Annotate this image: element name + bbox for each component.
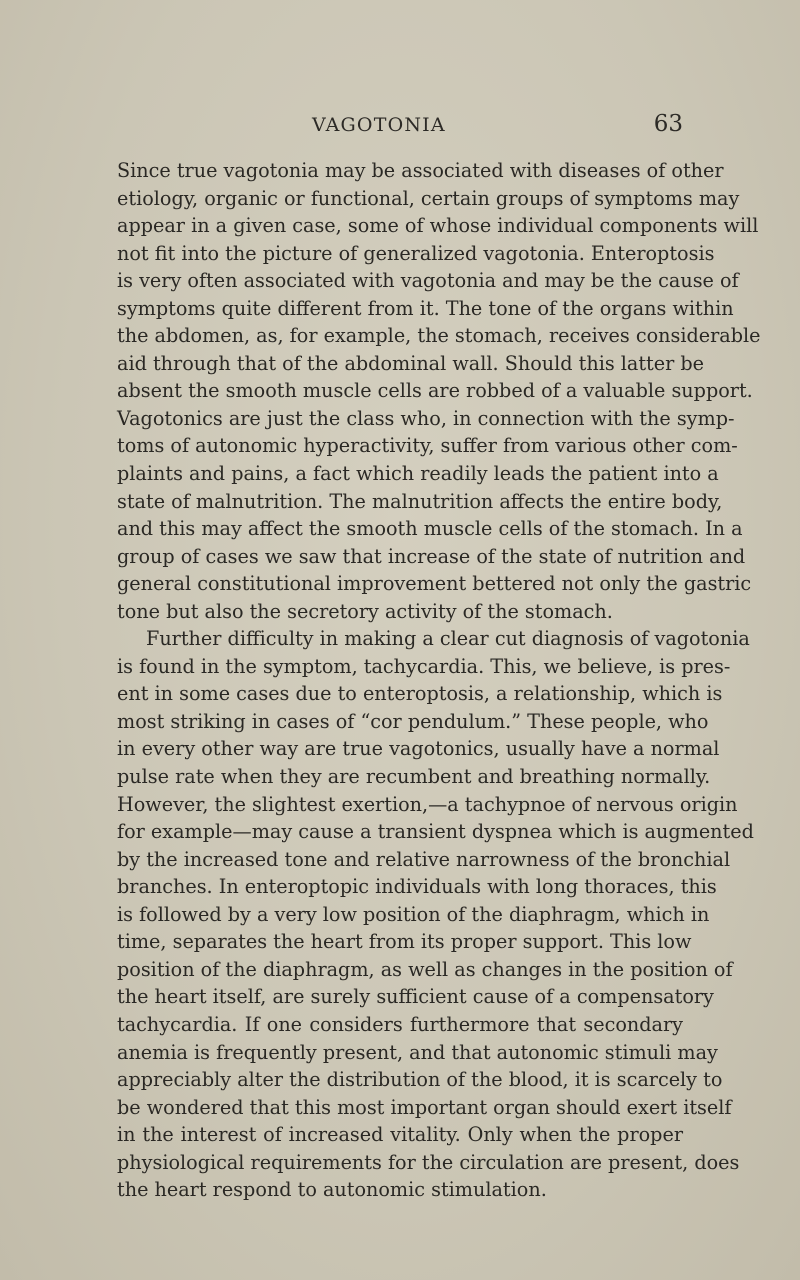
text-line: Further difficulty in making a clear cut diagnosis of vagotonia: [146, 627, 750, 651]
text-line: not fit into the picture of generalized vagotonia. Enteroptosis: [117, 241, 715, 265]
page-header: [117, 111, 683, 144]
running-title: VAGOTONIA: [312, 114, 446, 136]
text-line: tachycardia. If one considers furthermore that secondary: [117, 1012, 683, 1036]
body-text: [117, 157, 761, 1204]
paragraph-1: [117, 157, 761, 625]
text-line: branches. In enteroptopic individuals with long thoraces, this: [117, 875, 717, 899]
text-line: the heart respond to autonomic stimulation.: [117, 1178, 547, 1202]
text-line: is followed by a very low position of the diaphragm, which in: [117, 902, 710, 926]
text-line: Since true vagotonia may be associated with diseases of other: [117, 159, 724, 182]
text-line: in the interest of increased vitality. Only when the proper: [117, 1123, 683, 1147]
text-line: toms of autonomic hyperactivity, suffer from various other com-: [117, 434, 738, 458]
text-line: Vagotonics are just the class who, in connection with the symp-: [117, 406, 735, 430]
text-line: the abdomen, as, for example, the stomach, receives considerable: [117, 324, 761, 348]
page-number: 63: [653, 111, 683, 137]
text-line: most striking in cases of “cor pendulum.” These people, who: [117, 709, 709, 733]
text-line: appreciably alter the distribution of the blood, it is scarcely to: [117, 1068, 723, 1092]
text-line: the heart itself, are surely sufficient cause of a compensatory: [117, 985, 714, 1009]
paragraph-2: [117, 625, 754, 1203]
text-line: position of the diaphragm, as well as changes in the position of: [117, 957, 733, 981]
text-line: anemia is frequently present, and that autonomic stimuli may: [117, 1040, 718, 1064]
text-line: symptoms quite different from it. The tone of the organs within: [117, 296, 734, 320]
text-line: pulse rate when they are recumbent and breathing normally.: [117, 765, 711, 789]
text-line: physiological requirements for the circulation are present, does: [117, 1150, 740, 1174]
text-line: group of cases we saw that increase of the state of nutrition and: [117, 544, 746, 568]
text-line: in every other way are true vagotonics, usually have a normal: [117, 737, 720, 761]
text-line: is found in the symptom, tachycardia. This, we believe, is pres-: [117, 654, 731, 678]
text-line: for example—may cause a transient dyspnea which is augmented: [117, 820, 754, 844]
text-line: ent in some cases due to enteroptosis, a relationship, which is: [117, 682, 723, 706]
text-line: aid through that of the abdominal wall. Should this latter be: [117, 351, 705, 375]
text-line: absent the smooth muscle cells are robbed of a valuable support.: [117, 379, 753, 403]
text-line: appear in a given case, some of whose individual components will: [117, 214, 759, 238]
text-line: time, separates the heart from its proper support. This low: [117, 930, 692, 954]
text-line: However, the slightest exertion,—a tachypnoe of nervous origin: [117, 792, 738, 816]
text-line: etiology, organic or functional, certain groups of symptoms may: [117, 186, 740, 210]
text-line: plaints and pains, a fact which readily leads the patient into a: [117, 462, 719, 486]
text-line: state of malnutrition. The malnutrition affects the entire body,: [117, 489, 723, 513]
text-line: general constitutional improvement bettered not only the gastric: [117, 572, 752, 596]
text-line: and this may affect the smooth muscle cells of the stomach. In a: [117, 517, 743, 541]
text-line: by the increased tone and relative narrowness of the bronchial: [117, 847, 731, 871]
text-line: is very often associated with vagotonia and may be the cause of: [117, 269, 739, 293]
text-line: be wondered that this most important organ should exert itself: [117, 1095, 732, 1119]
text-line: tone but also the secretory activity of the stomach.: [117, 599, 613, 623]
